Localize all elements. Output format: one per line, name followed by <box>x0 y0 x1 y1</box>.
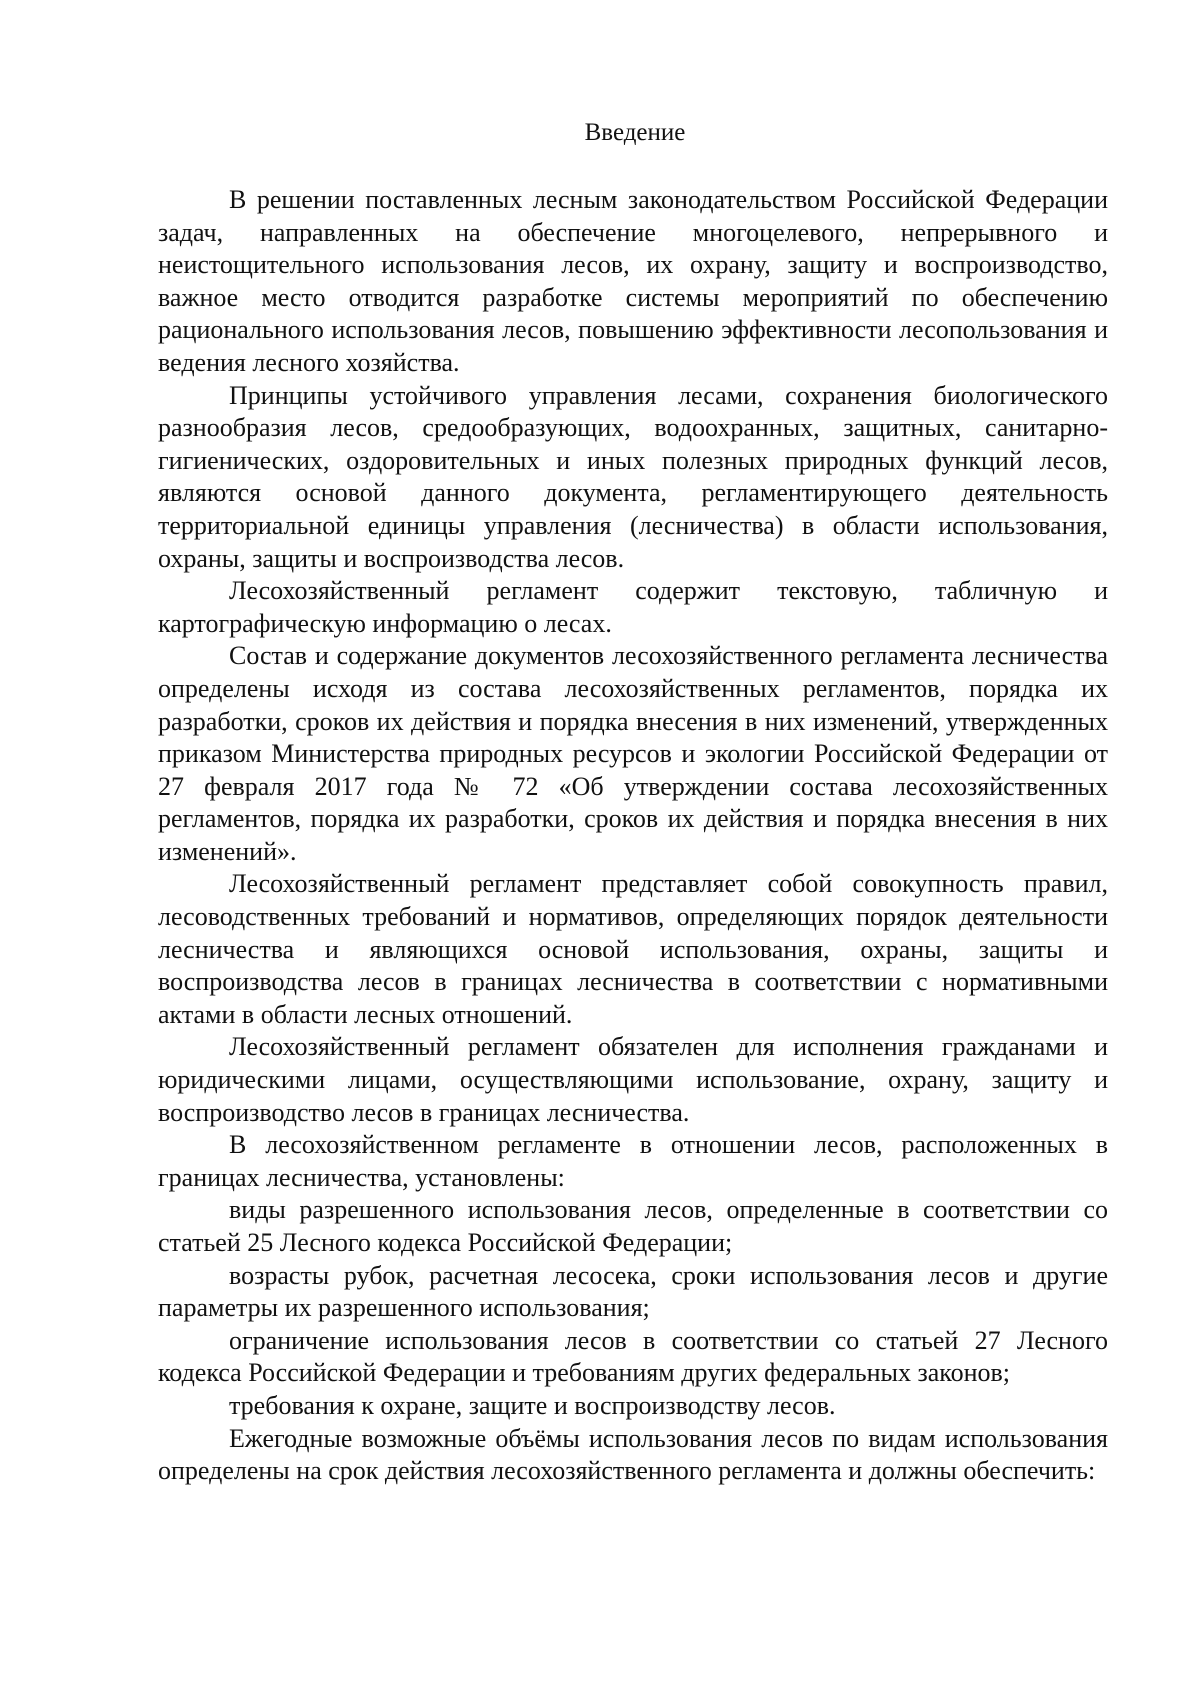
document-title: Введение <box>584 119 686 146</box>
list-item-1: виды разрешенного использования лесов, определенные в соответствии со статьей 25 Лесного кодекса Российской Федерации; <box>158 1195 1108 1257</box>
list-item-3: ограничение использования лесов в соответствии со статьей 27 Лесного кодекса Российской Федерации и требованиям других федеральных законов; <box>158 1325 1108 1388</box>
paragraph-8: Ежегодные возможные объёмы использования лесов по видам использования определены на срок действия лесохозяйственного регламента и должны обеспечить: <box>158 1423 1108 1486</box>
paragraph-4: Состав и содержание документов лесохозяйственного регламента лесничества определены исходя из состава лесохозяйственных регламентов, порядка их разработки, сроков их действия и порядка внесения в них изменений, утвержденных приказом Министерства природных ресурсов и экологии Российской Федерации от 27 февраля 2017 года № 72 «Об утверждении состава лесохозяйственных регламентов, порядка их разработки, сроков их действия и порядка внесения в них изменений». <box>158 641 1108 866</box>
paragraph-7: В лесохозяйственном регламенте в отношении лесов, расположенных в границах лесничества, установлены: <box>158 1130 1108 1192</box>
document-body <box>158 184 1108 1488</box>
paragraph-2: Принципы устойчивого управления лесами, сохранения биологического разнообразия лесов, средообразующих, водоохранных, защитных, санитарно-гигиенических, оздоровительных и иных полезных природных функций лесов, являются основой данного документа, регламентирующего деятельность территориальной единицы управления (лесничества) в области использования, охраны, защиты и воспроизводства лесов. <box>158 380 1108 573</box>
paragraph-3: Лесохозяйственный регламент содержит текстовую, табличную и картографическую информацию о лесах. <box>158 576 1108 638</box>
paragraph-5: Лесохозяйственный регламент представляет собой совокупность правил, лесоводственных требований и нормативов, определяющих порядок деятельности лесничества и являющихся основой использования, охраны, защиты и воспроизводства лесов в границах лесничества в соответствии с нормативными актами в области лесных отношений. <box>158 869 1108 1029</box>
paragraph-6: Лесохозяйственный регламент обязателен для исполнения гражданами и юридическими лицами, осуществляющими использование, охрану, защиту и воспроизводство лесов в границах лесничества. <box>158 1032 1108 1127</box>
list-item-2: возрасты рубок, расчетная лесосека, сроки использования лесов и другие параметры их разрешенного использования; <box>158 1260 1108 1323</box>
list-item-4: требования к охране, защите и воспроизводству лесов. <box>229 1390 836 1420</box>
paragraph-1: В решении поставленных лесным законодательством Российской Федерации задач, направленных на обеспечение многоцелевого, непрерывного и неистощительного использования лесов, их охрану, защиту и воспроизводство, важное место отводится разработке системы мероприятий по обеспечению рационального использования лесов, повышению эффективности лесопользования и ведения лесного хозяйства. <box>158 185 1108 377</box>
